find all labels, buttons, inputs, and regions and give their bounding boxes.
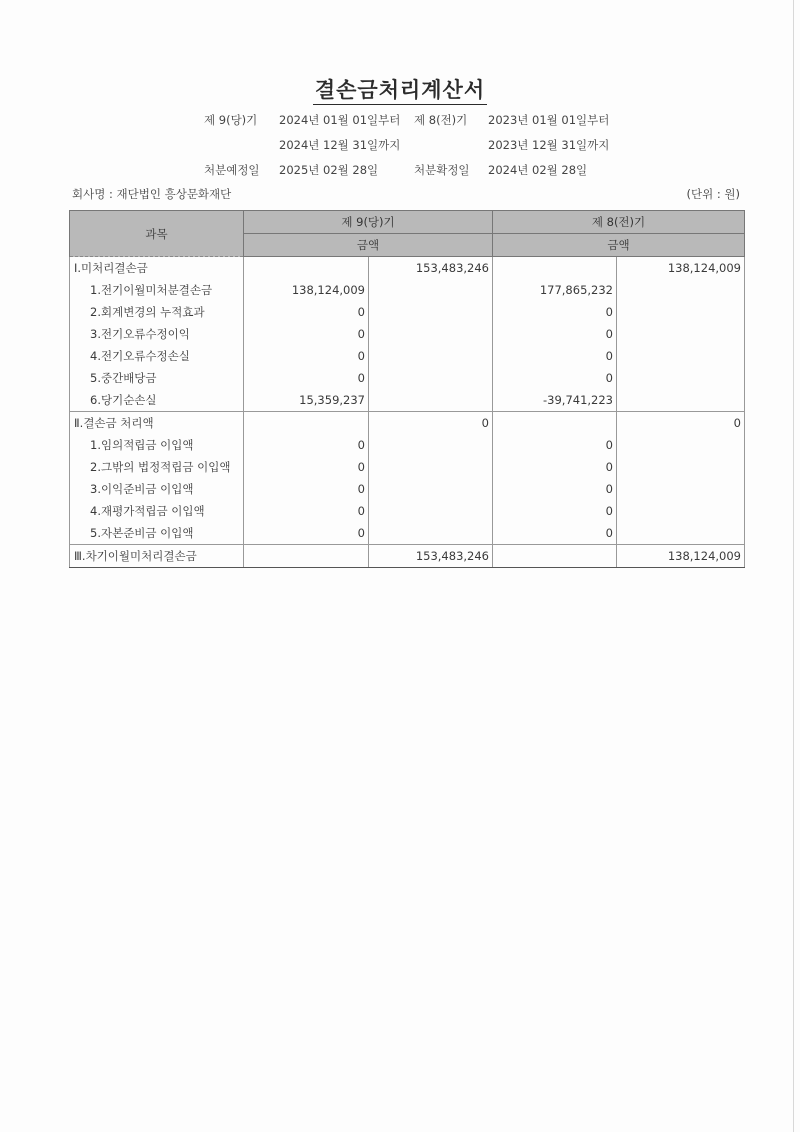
current-detail-amount: 0 [244, 500, 369, 522]
table-row [70, 345, 745, 367]
page-edge [793, 0, 794, 1132]
prior-detail-amount [493, 257, 617, 280]
prior-period-label: 제 8(전)기 [414, 113, 468, 127]
row-label: 6.당기순손실 [70, 389, 244, 412]
deficit-statement-table [69, 210, 745, 568]
current-period-label: 제 9(당)기 [204, 113, 258, 127]
current-total-amount [369, 434, 493, 456]
current-detail-amount: 0 [244, 345, 369, 367]
disposal-planned-label: 처분예정일 [204, 163, 260, 177]
row-label: Ⅱ.결손금 처리액 [70, 412, 244, 435]
current-total-amount: 153,483,246 [369, 257, 493, 280]
prior-detail-amount [493, 545, 617, 568]
row-label: 3.이익준비금 이입액 [70, 478, 244, 500]
current-detail-amount [244, 257, 369, 280]
prior-total-amount [617, 522, 745, 545]
row-label: 3.전기오류수정이익 [70, 323, 244, 345]
current-total-amount [369, 301, 493, 323]
disposal-planned-date: 2025년 02월 28일 [279, 163, 379, 177]
row-label: 4.전기오류수정손실 [70, 345, 244, 367]
document-title: 결손금처리계산서 [0, 74, 800, 104]
prior-detail-amount: -39,741,223 [493, 389, 617, 412]
prior-period-from: 2023년 01월 01일부터 [488, 113, 610, 127]
row-label: 2.그밖의 법정적립금 이입액 [70, 456, 244, 478]
current-detail-amount: 0 [244, 478, 369, 500]
prior-detail-amount [493, 412, 617, 435]
table-row [70, 434, 745, 456]
prior-detail-amount: 0 [493, 456, 617, 478]
header-amount-current: 금액 [244, 234, 493, 257]
table-row [70, 301, 745, 323]
company-name: 회사명 : 재단법인 흥상문화재단 [72, 187, 232, 201]
current-period-to: 2024년 12월 31일까지 [279, 138, 401, 152]
current-period-from: 2024년 01월 01일부터 [279, 113, 401, 127]
table-row [70, 500, 745, 522]
current-detail-amount: 138,124,009 [244, 279, 369, 301]
row-label: 2.회계변경의 누적효과 [70, 301, 244, 323]
prior-total-amount [617, 500, 745, 522]
unit-label: (단위 : 원) [686, 187, 740, 201]
row-label: 1.전기이월미처분결손금 [70, 279, 244, 301]
table-row [70, 367, 745, 389]
prior-total-amount [617, 434, 745, 456]
prior-total-amount [617, 389, 745, 412]
header-amount-prior: 금액 [493, 234, 745, 257]
prior-total-amount [617, 478, 745, 500]
prior-total-amount [617, 301, 745, 323]
current-total-amount [369, 389, 493, 412]
current-total-amount [369, 345, 493, 367]
prior-detail-amount: 0 [493, 434, 617, 456]
table-row [70, 522, 745, 545]
row-label: Ⅰ.미처리결손금 [70, 257, 244, 280]
prior-detail-amount: 0 [493, 500, 617, 522]
table-row [70, 389, 745, 412]
disposal-confirmed-date: 2024년 02월 28일 [488, 163, 588, 177]
current-total-amount: 153,483,246 [369, 545, 493, 568]
prior-total-amount: 138,124,009 [617, 257, 745, 280]
table-row [70, 478, 745, 500]
table-row [70, 279, 745, 301]
prior-total-amount [617, 323, 745, 345]
current-total-amount [369, 522, 493, 545]
current-total-amount: 0 [369, 412, 493, 435]
prior-total-amount [617, 456, 745, 478]
prior-detail-amount: 0 [493, 323, 617, 345]
table-row [70, 257, 745, 280]
disposal-confirmed-label: 처분확정일 [414, 163, 470, 177]
prior-total-amount [617, 367, 745, 389]
current-detail-amount [244, 412, 369, 435]
prior-detail-amount: 0 [493, 522, 617, 545]
prior-detail-amount: 177,865,232 [493, 279, 617, 301]
row-label: 4.재평가적립금 이입액 [70, 500, 244, 522]
prior-total-amount: 138,124,009 [617, 545, 745, 568]
current-detail-amount: 0 [244, 522, 369, 545]
header-subject: 과목 [70, 211, 244, 257]
row-label: Ⅲ.차기이월미처리결손금 [70, 545, 244, 568]
current-total-amount [369, 500, 493, 522]
current-total-amount [369, 478, 493, 500]
prior-period-to: 2023년 12월 31일까지 [488, 138, 610, 152]
table-row [70, 545, 745, 568]
table-row [70, 323, 745, 345]
header-current-period: 제 9(당)기 [244, 211, 493, 234]
header-prior-period: 제 8(전)기 [493, 211, 745, 234]
prior-detail-amount: 0 [493, 345, 617, 367]
prior-total-amount [617, 279, 745, 301]
prior-total-amount [617, 345, 745, 367]
current-total-amount [369, 279, 493, 301]
row-label: 1.임의적립금 이입액 [70, 434, 244, 456]
current-total-amount [369, 367, 493, 389]
prior-total-amount: 0 [617, 412, 745, 435]
current-detail-amount: 0 [244, 367, 369, 389]
current-detail-amount: 0 [244, 456, 369, 478]
prior-detail-amount: 0 [493, 367, 617, 389]
current-detail-amount [244, 545, 369, 568]
current-detail-amount: 0 [244, 301, 369, 323]
current-detail-amount: 0 [244, 434, 369, 456]
current-total-amount [369, 323, 493, 345]
current-detail-amount: 15,359,237 [244, 389, 369, 412]
table-row [70, 456, 745, 478]
row-label: 5.중간배당금 [70, 367, 244, 389]
row-label: 5.자본준비금 이입액 [70, 522, 244, 545]
current-detail-amount: 0 [244, 323, 369, 345]
current-total-amount [369, 456, 493, 478]
prior-detail-amount: 0 [493, 301, 617, 323]
prior-detail-amount: 0 [493, 478, 617, 500]
table-row [70, 412, 745, 435]
